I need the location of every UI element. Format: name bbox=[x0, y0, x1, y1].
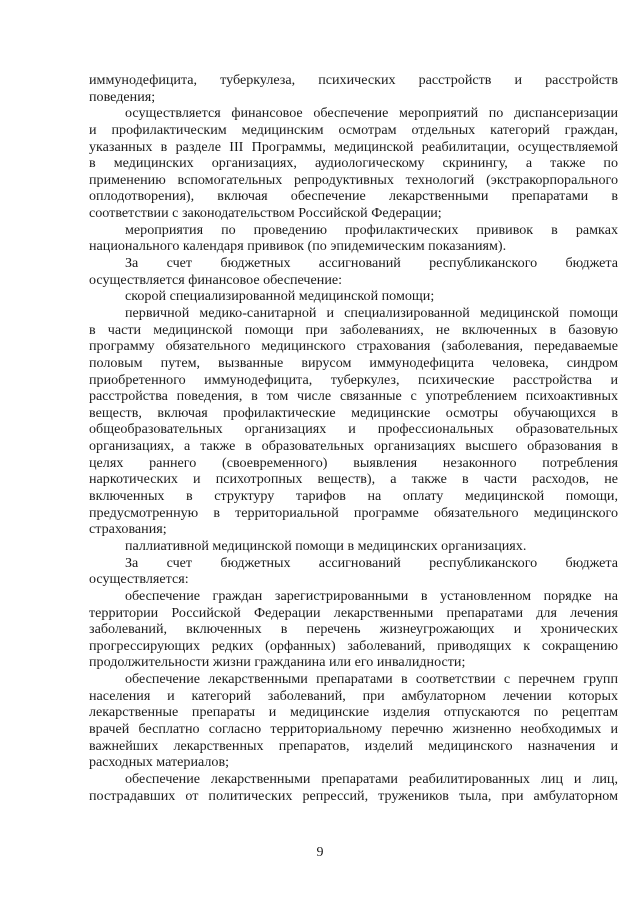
text-line: скорой специализированной медицинской помощи; bbox=[125, 288, 435, 305]
text-line: поведения; bbox=[89, 88, 156, 105]
page-number: 9 bbox=[316, 845, 324, 860]
text-line: мероприятия по проведению профилактических прививок в рамках bbox=[125, 221, 618, 238]
text-line: заболеваний, включенных в перечень жизнеугрожающих и хронических bbox=[89, 621, 618, 638]
text-line: применению вспомогательных репродуктивных технологий (экстракорпорального bbox=[89, 171, 618, 188]
text-line: За счет бюджетных ассигнований республиканского бюджета bbox=[125, 554, 618, 571]
text-line: расходных материалов; bbox=[89, 754, 230, 771]
text-line: осуществляется финансовое обеспечение: bbox=[89, 271, 343, 288]
text-line: предусмотренную в территориальной программе обязательного медицинского bbox=[89, 504, 618, 521]
text-line: и профилактическим медицинским осмотрам отдельных категорий граждан, bbox=[89, 121, 618, 138]
text-line: национального календаря прививок (по эпидемическим показаниям). bbox=[89, 238, 507, 255]
text-line: соответствии с законодательством Российской Федерации; bbox=[89, 205, 442, 222]
text-line: территории Российской Федерации лекарственными препаратами для лечения bbox=[89, 604, 618, 621]
text-line: организациях, а также в образовательных организациях высшего образования в bbox=[89, 438, 618, 455]
body-text bbox=[89, 72, 618, 804]
text-line: включенных в структуру тарифов на оплату медицинской помощи, bbox=[89, 488, 618, 505]
text-line: паллиативной медицинской помощи в медицинских организациях. bbox=[125, 537, 527, 554]
text-line: пострадавших от политических репрессий, тружеников тыла, при амбулаторном bbox=[89, 787, 618, 804]
text-line: первичной медико-санитарной и специализированной медицинской помощи bbox=[125, 304, 618, 321]
text-line: обеспечение лекарственными препаратами реабилитированных лиц и лиц, bbox=[125, 770, 618, 787]
text-line: программу обязательного медицинского страхования (заболевания, передаваемые bbox=[89, 338, 618, 355]
text-line: осуществляется финансовое обеспечение мероприятий по диспансеризации bbox=[125, 105, 618, 122]
text-line: в части медицинской помощи при заболеваниях, не включенных в базовую bbox=[89, 321, 618, 338]
text-line: оплодотворения), включая обеспечение лекарственными препаратами в bbox=[89, 188, 618, 205]
text-line: обеспечение граждан зарегистрированными в установленном порядке на bbox=[125, 587, 618, 604]
text-line: населения и категорий заболеваний, при амбулаторном лечении которых bbox=[89, 687, 618, 704]
text-line: За счет бюджетных ассигнований республиканского бюджета bbox=[125, 255, 618, 272]
text-line: общеобразовательных организациях и профессиональных образовательных bbox=[89, 421, 618, 438]
text-line: продолжительности жизни гражданина или его инвалидности; bbox=[89, 654, 466, 671]
text-line: иммунодефицита, туберкулеза, психических расстройств и расстройств bbox=[89, 72, 618, 88]
text-line: приобретенного иммунодефицита, туберкулез, психические расстройства и bbox=[89, 371, 618, 388]
text-line: наркотических и психотропных веществ), а также в части расходов, не bbox=[89, 471, 618, 488]
text-line: прогрессирующих редких (орфанных) заболеваний, приводящих к сокращению bbox=[89, 637, 618, 654]
text-line: осуществляется: bbox=[89, 571, 189, 588]
text-line: в медицинских организациях, аудиологическому скринингу, а также по bbox=[89, 155, 618, 172]
text-line: расстройства поведения, в том числе связанные с употреблением психоактивных bbox=[89, 388, 618, 405]
text-line: врачей бесплатно согласно территориальному перечню жизненно необходимых и bbox=[89, 720, 618, 737]
text-line: обеспечение лекарственными препаратами в соответствии с перечнем групп bbox=[125, 671, 618, 688]
text-line: веществ, включая профилактические медицинские осмотры обучающихся в bbox=[89, 404, 618, 421]
text-line: целях раннего (своевременного) выявления незаконного потребления bbox=[89, 454, 618, 471]
text-line: важнейших лекарственных препаратов, изделий медицинского назначения и bbox=[89, 737, 618, 754]
text-line: страхования; bbox=[89, 521, 167, 538]
text-line: половым путем, вызванные вирусом иммунодефицита человека, синдром bbox=[89, 354, 618, 371]
text-line: лекарственные препараты и медицинские изделия отпускаются по рецептам bbox=[89, 704, 618, 721]
text-line: указанных в разделе III Программы, медицинской реабилитации, осуществляемой bbox=[89, 138, 618, 155]
